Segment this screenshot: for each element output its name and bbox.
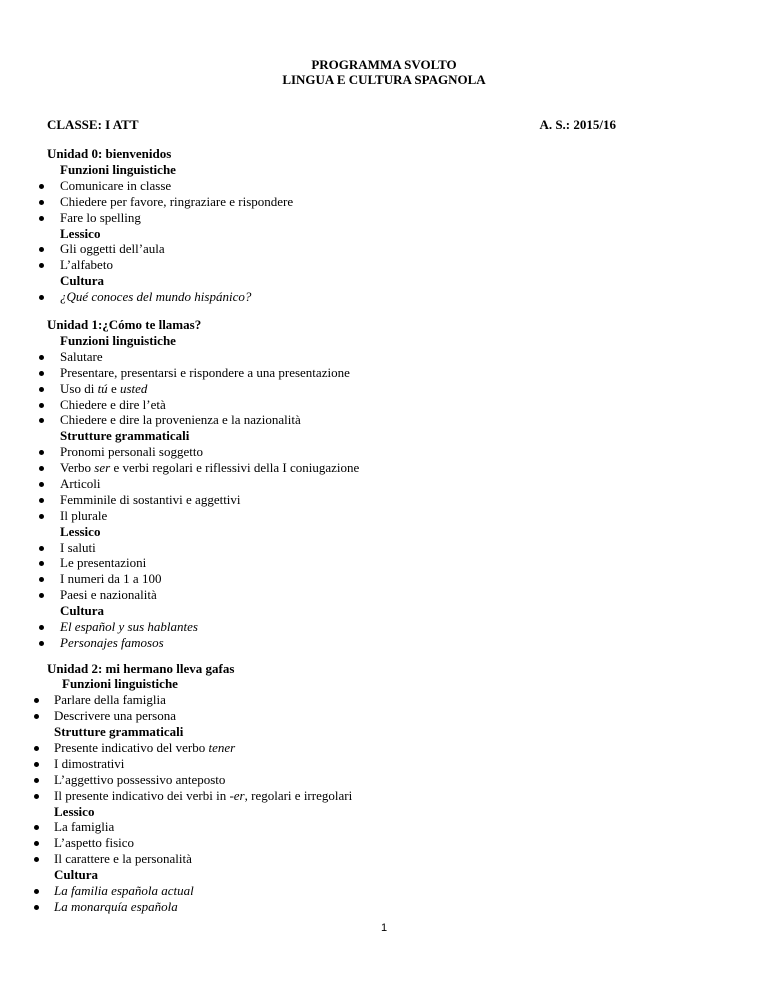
unit-title: Unidad 1:¿Cómo te llamas?: [47, 317, 202, 332]
list-item: Personajes famosos: [0, 635, 768, 651]
list-item: Chiedere e dire la provenienza e la nazionalità: [0, 412, 768, 428]
list-item: Chiedere per favore, ringraziare e rispondere: [0, 194, 768, 210]
list-item: El español y sus hablantes: [0, 619, 768, 635]
list-item: Femminile di sostantivi e aggettivi: [0, 492, 768, 508]
list-item: L’aggettivo possessivo anteposto: [0, 772, 768, 788]
list-item-text: Uso di: [60, 380, 98, 396]
list-item: Comunicare in classe: [0, 178, 768, 194]
section-heading: Funzioni linguistiche: [62, 676, 178, 691]
list-item: I dimostrativi: [0, 756, 768, 772]
list-item-text: tener: [208, 739, 236, 755]
list-item: L’alfabeto: [0, 257, 768, 273]
unit-title: Unidad 2: mi hermano lleva gafas: [47, 661, 235, 676]
list-item: Il plurale: [0, 508, 768, 524]
list-item-text: e verbi regolari e riflessivi della I coniugazione: [110, 460, 360, 476]
document-title: PROGRAMMA SVOLTO: [311, 57, 457, 72]
section-heading: Lessico: [60, 523, 101, 539]
list-item: Gli oggetti dell’aula: [0, 241, 768, 257]
unit-content-list: [0, 333, 768, 651]
list-item: Descrivere una persona: [0, 708, 768, 724]
class-label: CLASSE: I ATT: [47, 117, 139, 132]
list-item: Il carattere e la personalità: [0, 851, 768, 867]
list-item: I numeri da 1 a 100: [0, 571, 768, 587]
list-item: Articoli: [0, 476, 768, 492]
list-item-text: Il presente indicativo dei verbi in: [54, 787, 230, 803]
unit-content-list: [0, 162, 768, 305]
section-heading: Cultura: [54, 867, 99, 883]
list-item-text: tú: [97, 380, 108, 396]
section-heading: Strutture grammaticali: [60, 428, 190, 444]
list-item-text: , regolari e irregolari: [244, 787, 353, 803]
list-item: L’aspetto fisico: [0, 835, 768, 851]
page-number: 1: [380, 922, 388, 934]
list-item: Le presentazioni: [0, 555, 768, 571]
section-heading: Strutture grammaticali: [54, 723, 184, 739]
list-item: Presentare, presentarsi e rispondere a una presentazione: [0, 365, 768, 381]
unit-content-list: [0, 676, 768, 915]
section-heading: Cultura: [60, 603, 105, 619]
list-item-text: -er: [229, 787, 245, 803]
section-heading: Lessico: [54, 803, 95, 819]
list-item: Chiedere e dire l’età: [0, 397, 768, 413]
list-item: [0, 740, 768, 756]
section-heading: Cultura: [60, 273, 105, 289]
list-item-text: ser: [94, 460, 111, 476]
list-item: Parlare della famiglia: [0, 692, 768, 708]
list-item: Fare lo spelling: [0, 210, 768, 226]
list-item-text: e: [107, 380, 120, 396]
document-subtitle: LINGUA E CULTURA SPAGNOLA: [282, 72, 486, 87]
list-item: I saluti: [0, 540, 768, 556]
list-item-text: usted: [119, 380, 148, 396]
list-item-text: Verbo: [60, 460, 95, 476]
list-item: Pronomi personali soggetto: [0, 444, 768, 460]
section-heading: Funzioni linguistiche: [60, 333, 176, 348]
list-item: Salutare: [0, 349, 768, 365]
section-heading: Lessico: [60, 225, 101, 241]
section-heading: Funzioni linguistiche: [60, 162, 176, 177]
school-year-label: A. S.: 2015/16: [539, 117, 616, 132]
list-item: ¿Qué conoces del mundo hispánico?: [0, 289, 768, 305]
list-item-text: Presente indicativo del verbo: [54, 739, 209, 755]
unit-title: Unidad 0: bienvenidos: [47, 146, 172, 161]
list-item: [0, 381, 768, 397]
list-item: La monarquía española: [0, 899, 768, 915]
list-item: La famiglia: [0, 819, 768, 835]
list-item: Paesi e nazionalità: [0, 587, 768, 603]
list-item: [0, 460, 768, 476]
list-item: La familia española actual: [0, 883, 768, 899]
list-item: [0, 788, 768, 804]
